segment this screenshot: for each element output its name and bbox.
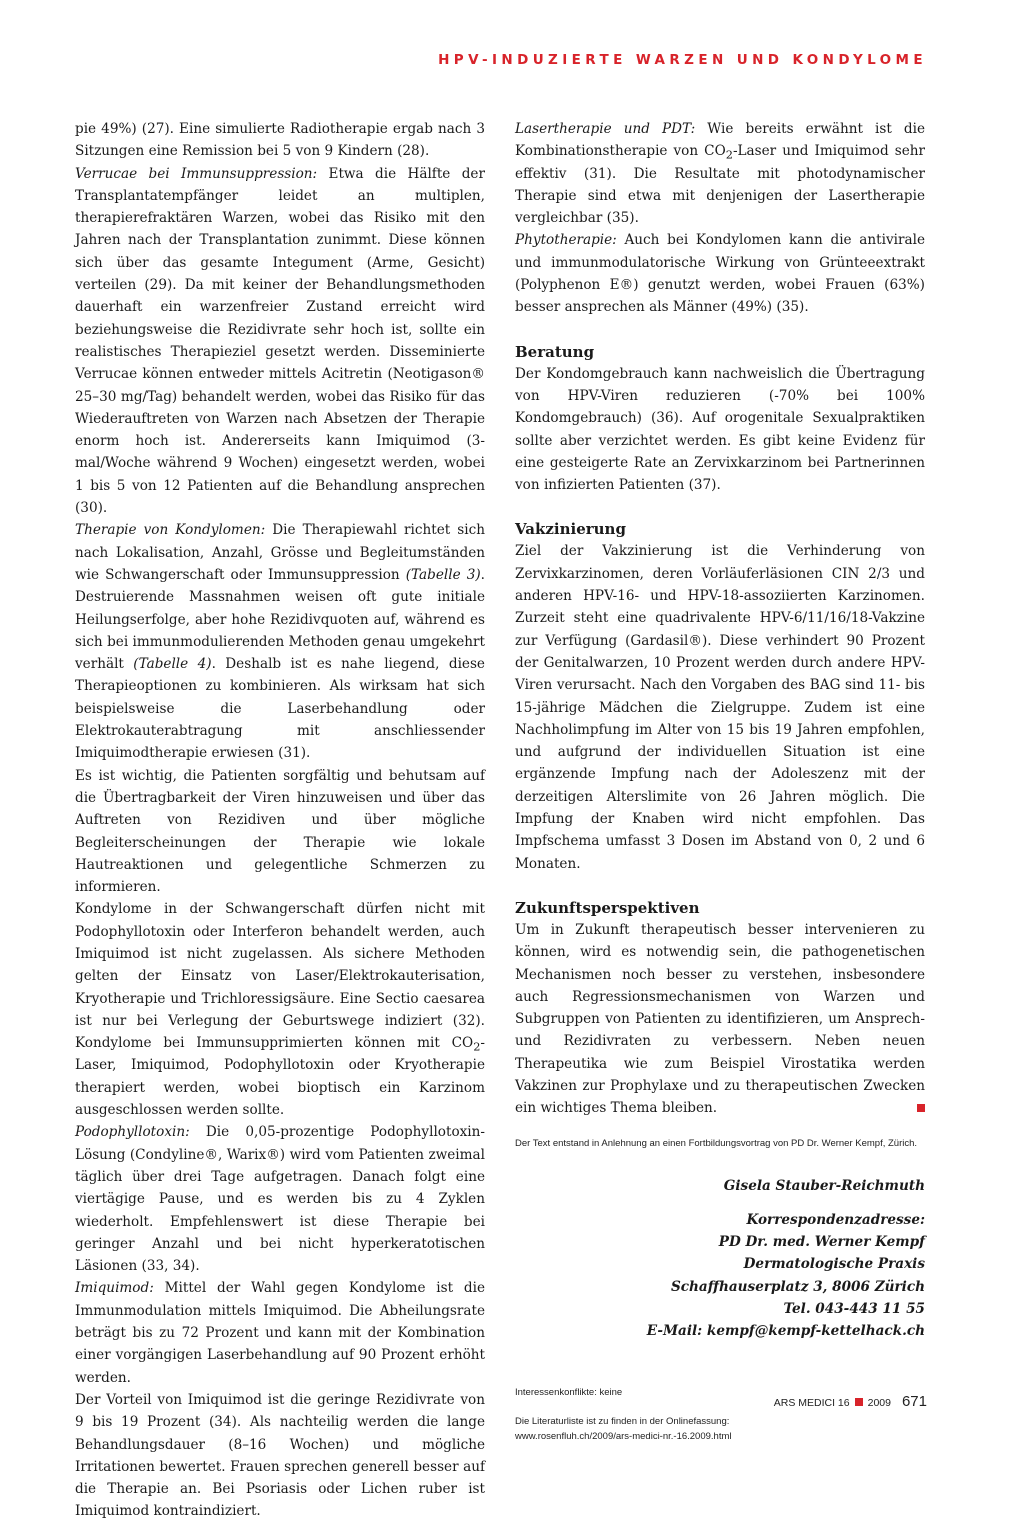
right-column — [515, 118, 925, 1444]
table-reference: (Tabelle 3) — [405, 566, 481, 583]
paragraph-podophyllotoxin: Podophyllotoxin: Die 0,05-prozentige Podophyllotoxin-Lösung (Condyline®, Warix®) wird vom Patienten zweimal täglich über drei Tage aufgetragen. Danach folgt eine viertägige Pause, und es werden bis zu 4 Zyklen wiederholt. Empfehlenswert ist diese Therapie bei geringer Anzahl und bei nicht hyperkeratotischen Läsionen (33, 34). — [75, 1124, 485, 1275]
paragraph: Ziel der Vakzinierung ist die Verhinderung von Zervixkarzinomen, deren Vorläuferläsionen CIN 2/3 und anderen HPV-16- und HPV-18-assoziierten Karzinomen. Zurzeit steht eine quadrivalente HPV-6/11/16/18-Vakzine zur Verfügung (Gardasil®). Diese verhindert 90 Prozent der Genitalwarzen, 10 Prozent werden durch andere HPV-Viren verursacht. Nach den Vorgaben des BAG sind 11- bis 15-jährige Mädchen die Zielgruppe. Zudem ist eine Nachholimpfung im Alter von 15 bis 19 Jahren empfohlen, und aufgrund der individuellen Situation ist eine ergänzende Impfung nach der Adoleszenz mit der derzeitigen Alterslimite von 26 Jahren möglich. Die Impfung der Knaben wird nicht empfohlen. Das Impfschema umfasst 3 Dosen im Abstand von 0, 2 und 6 Monaten. — [515, 543, 925, 872]
paragraph-phytotherapie: Phytotherapie: Auch bei Kondylomen kann die antivirale und immunmodulatorische Wirkung von Grünteeextrakt (Polyphenon E®) genutzt werden, wobei Frauen (63%) besser ansprechen als Männer (49%) (35). — [515, 232, 925, 316]
correspondence-tel: Tel. 043-443 11 55 — [783, 1301, 925, 1318]
paragraph-immunsuppression: Verrucae bei Immunsuppression: Etwa die Hälfte der Transplantatempfänger leidet an multiplen, therapierefraktären Warzen, wobei das Risiko mit den Jahren nach der Transplantation zunimmt. Diese können sich über das gesamte Integument (Arme, Gesicht) verteilen (29). Da mit keiner der Behandlungsmethoden dauerhaft ein warzenfreier Zustand erreicht wird beziehungsweise die Rezidivrate sehr hoch ist, sollte ein realistisches Therapieziel gesetzt werden. Disseminierte Verrucae können entweder mittels Acitretin (Neotigason® 25–30 mg/Tag) behandelt werden, wobei das Risiko für das Wiederauftreten von Warzen nach Absetzen der Therapie enorm hoch ist. Andererseits kann Imiquimod (3-mal/Woche während 9 Wochen) eingesetzt werden, wobei 1 bis 5 von 12 Patienten auf die Behandlung ansprechen (30). — [75, 165, 485, 517]
paragraph-label: Verrucae bei Immunsuppression: — [75, 165, 318, 182]
paragraph: Um in Zukunft therapeutisch besser intervenieren zu können, wird es notwendig sein, die pathogenetischen Mechanismen noch besser zu verstehen, insbesondere auch Regressionsmechanismen von Warzen und Subgruppen von Patienten zu identifizieren, um Ansprech- und Rezidivraten zu verbessern. Neben neuen Therapeutika wie zum Beispiel Virostatika werden Vakzinen zur Prophylaxe und zu therapeutischen Zwecken ein wichtiges Thema bleiben. — [515, 921, 925, 1117]
author-name: Gisela Stauber-Reichmuth — [723, 1177, 925, 1194]
section-heading-zukunft: Zukunftsperspektiven — [515, 898, 700, 917]
correspondence-org: Dermatologische Praxis — [743, 1256, 925, 1273]
paragraph: Es ist wichtig, die Patienten sorgfältig und behutsam auf die Übertragbarkeit der Viren hinzuweisen und über das Auftreten von Rezidiven und über mögliche Begleiterscheinungen der Therapie wie lokale Hautreaktionen und gelegentliche Schmerzen zu informieren. — [75, 767, 485, 896]
correspondence-street: Schaffhauserplatz 3, 8006 Zürich — [670, 1278, 925, 1295]
table-reference: (Tabelle 4) — [133, 656, 212, 673]
end-mark-icon — [917, 1104, 925, 1112]
paragraph-label: Lasertherapie und PDT: — [515, 121, 696, 137]
paragraph-kondylome: Therapie von Kondylomen: Die Therapiewahl richtet sich nach Lokalisation, Anzahl, Grösse und Begleitumständen wie Schwangerschaft oder Immunsuppression (Tabelle 3). Destruierende Massnahmen weisen oft gute initiale Heilungserfolge, aber hohe Rezidivquoten auf, während es sich bei immunmodulierenden Methoden genau umgekehrt verhält (Tabelle 4). Deshalb ist es nahe liegend, diese Therapieoptionen zu kombinieren. Als wirksam hat sich beispielsweise die Laserbehandlung oder Elektrokauterabtragung mit anschliessender Imiquimodtherapie erwiesen (31). — [75, 522, 485, 762]
source-note: Der Text entstand in Anlehnung an einen Fortbildungsvortrag von PD Dr. Werner Kempf, Zürich. — [515, 1137, 918, 1149]
separator-square-icon — [855, 1398, 863, 1406]
paragraph-label: Therapie von Kondylomen: — [75, 522, 266, 539]
correspondence-label: Korrespondenzadresse: — [746, 1211, 925, 1228]
paragraph: Der Vorteil von Imiquimod ist die geringe Rezidivrate von 9 bis 19 Prozent (34). Als nachteilig werden die lange Behandlungsdauer (8–16 Wochen) und mögliche Irritationen bewertet. Frauen sprechen generell besser auf die Therapie an. Bei Psoriasis oder Lichen ruber ist Imiquimod kontraindiziert. — [75, 1391, 485, 1520]
section-heading-vakzinierung: Vakzinierung — [515, 520, 626, 539]
running-header: HPV-INDUZIERTE WARZEN UND KONDYLOME — [438, 52, 927, 68]
paragraph-label: Phytotherapie: — [515, 232, 617, 249]
left-column — [75, 118, 485, 1523]
paragraph-label: Imiquimod: — [75, 1280, 154, 1297]
journal-year: 2009 — [867, 1397, 891, 1409]
paragraph: pie 49%) (27). Eine simulierte Radiotherapie ergab nach 3 Sitzungen eine Remission bei 5 von 9 Kindern (28). — [75, 121, 485, 160]
journal-name: ARS MEDICI 16 — [773, 1397, 850, 1409]
paragraph-schwangerschaft: Kondylome in der Schwangerschaft dürfen nicht mit Podophyllotoxin oder Interferon behandelt werden, auch Imiquimod ist nicht zugelassen. Als sichere Methoden gelten der Einsatz von Laser/Elektrokauterisation, Kryotherapie und Trichloressigsäure. Eine Sectio caesarea ist nur bei Verlegung der Geburtswege indiziert (32). Kondylome bei Immunsupprimierten können mit $CO_2$-Laser, Imiquimod, Podophyllotoxin oder Kryotherapie therapiert werden, wobei bioptisch ein Karzinom ausgeschlossen werden sollte. — [75, 901, 485, 1119]
page-number: 671 — [901, 1393, 927, 1410]
correspondence-email: E-Mail: kempf@kempf-kettelhack.ch — [646, 1323, 925, 1340]
page-footer — [774, 1393, 927, 1410]
conflict-note: Interessenkonflikte: keine — [515, 1386, 623, 1398]
paragraph: Der Kondomgebrauch kann nachweislich die Übertragung von HPV-Viren reduzieren (-70% bei 100% Kondomgebrauch) (36). Auf orogenitale Sexualpraktiken sollte aber verzichtet werden. Es gibt keine Evidenz für eine gesteigerte Rate an Zervixkarzinom bei Partnerinnen von infizierten Patienten (37). — [515, 365, 925, 494]
paragraph-imiquimod: Imiquimod: Mittel der Wahl gegen Kondylome ist die Immunmodulation mittels Imiquimod. Die Abheilungsrate beträgt bis zu 72 Prozent und kann mit der Kombination einer vorgängigen Laserbehandlung auf 90 Prozent erhöht werden. — [75, 1280, 485, 1386]
literature-url: www.rosenfluh.ch/2009/ars-medici-nr.-16.2009.html — [515, 1430, 732, 1442]
paragraph-laser: Lasertherapie und PDT: Wie bereits erwähnt ist die Kombinationstherapie von $CO_2$-Laser und Imiquimod sehr effektiv (31). Die Resultate mit photodynamischer Therapie sind etwa mit denjenigen der Lasertherapie vergleichbar (35). — [515, 121, 926, 227]
paragraph-label: Podophyllotoxin: — [75, 1124, 190, 1141]
section-heading-beratung: Beratung — [515, 342, 595, 361]
literature-note: Die Literaturliste ist zu finden in der Onlinefassung: — [515, 1415, 730, 1427]
correspondence-name: PD Dr. med. Werner Kempf — [718, 1234, 925, 1251]
